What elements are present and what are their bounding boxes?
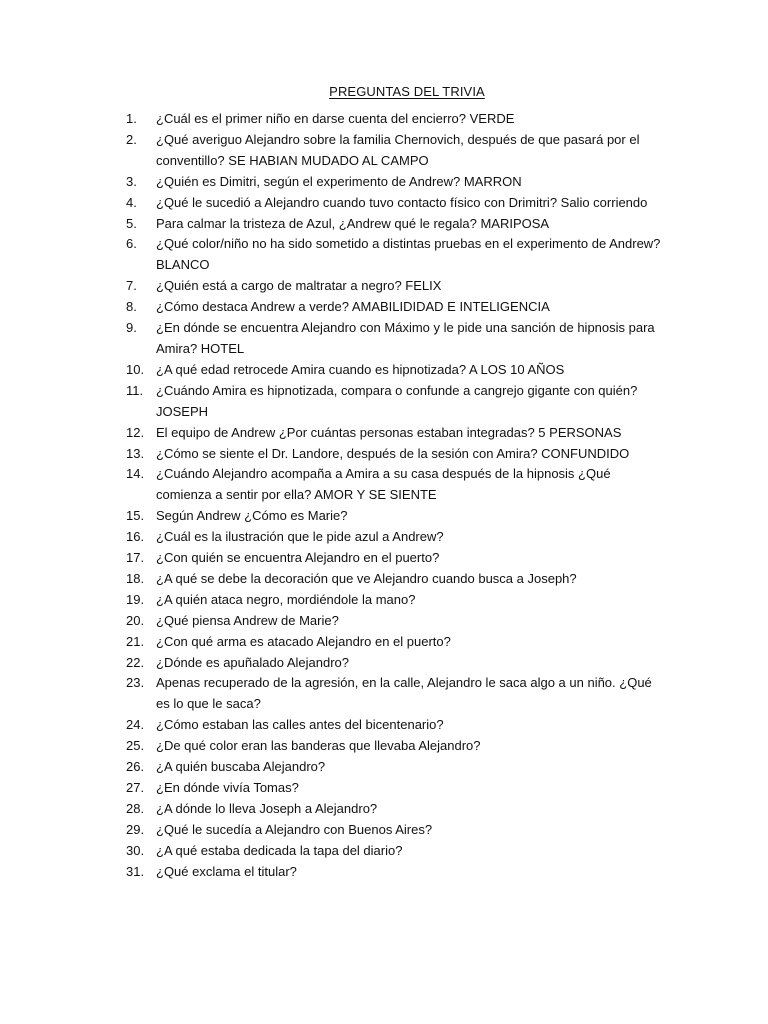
- question-number: 10.: [126, 361, 145, 377]
- question-number: 6.: [126, 236, 137, 252]
- question-text: ¿Quién es Dimitri, según el experimento de Andrew? MARRON: [156, 173, 522, 189]
- question-text: Para calmar la tristeza de Azul, ¿Andrew qué le regala? MARIPOSA: [156, 215, 550, 231]
- question-number: 20.: [126, 612, 145, 628]
- question-text: ¿En dónde vivía Tomas?: [156, 780, 299, 795]
- question-number: 15.: [126, 508, 145, 524]
- question-number: 23.: [126, 675, 145, 691]
- question-item: [126, 569, 666, 590]
- question-number: 1.: [126, 111, 137, 126]
- question-item: [126, 214, 666, 235]
- question-item: [126, 590, 666, 611]
- question-number: 7.: [126, 278, 137, 294]
- page-title: PREGUNTAS DEL TRIVIA: [329, 84, 485, 99]
- question-number: 29.: [126, 821, 145, 837]
- question-text: ¿Con quién se encuentra Alejandro en el puerto?: [156, 550, 440, 566]
- question-number: 28.: [126, 800, 145, 816]
- question-item: [126, 862, 666, 883]
- question-item: [126, 653, 666, 674]
- question-number: 30.: [126, 842, 145, 858]
- question-text: ¿A dónde lo lleva Joseph a Alejandro?: [156, 800, 378, 816]
- question-text: ¿Cuál es la ilustración que le pide azul a Andrew?: [156, 529, 444, 545]
- question-text: ¿Dónde es apuñalado Alejandro?: [156, 654, 349, 670]
- question-number: 14.: [126, 466, 145, 482]
- question-text: ¿Cuándo Alejandro acompaña a Amira a su casa después de la hipnosis ¿Qué comienza a sentir por ella? AMOR Y SE SIENTE: [156, 466, 611, 503]
- question-item: [126, 318, 666, 360]
- question-text: ¿En dónde se encuentra Alejandro con Máximo y le pide una sanción de hipnosis para Amira? HOTEL: [156, 320, 655, 356]
- question-text: ¿Qué piensa Andrew de Marie?: [156, 612, 339, 628]
- question-item: [126, 673, 666, 715]
- question-item: [126, 360, 666, 381]
- question-number: 26.: [126, 759, 145, 775]
- question-item: [126, 611, 666, 632]
- question-item: [126, 715, 666, 736]
- question-text: ¿A qué edad retrocede Amira cuando es hipnotizada? A LOS 10 AÑOS: [156, 361, 565, 377]
- question-text: ¿Con qué arma es atacado Alejandro en el puerto?: [156, 633, 451, 649]
- question-item: [126, 506, 666, 527]
- question-item: [126, 757, 666, 778]
- question-number: 22.: [126, 654, 145, 670]
- question-text: ¿A quién ataca negro, mordiéndole la mano?: [156, 591, 416, 607]
- question-number: 27.: [126, 780, 145, 795]
- question-number: 4.: [126, 194, 137, 210]
- question-item: [126, 464, 666, 506]
- question-item: [126, 234, 666, 276]
- question-item: [126, 736, 666, 757]
- question-text: ¿Cuál es el primer niño en darse cuenta del encierro? VERDE: [156, 111, 515, 126]
- question-number: 9.: [126, 320, 137, 336]
- question-item: [126, 130, 666, 172]
- question-number: 12.: [126, 424, 145, 440]
- question-item: [126, 820, 666, 841]
- question-item: [126, 276, 666, 297]
- question-text: Según Andrew ¿Cómo es Marie?: [156, 508, 348, 524]
- question-item: [126, 632, 666, 653]
- question-text: ¿Cuándo Amira es hipnotizada, compara o confunde a cangrejo gigante con quién? JOSEPH: [156, 382, 638, 419]
- question-number: 18.: [126, 570, 145, 586]
- question-text: ¿Cómo se siente el Dr. Landore, después de la sesión con Amira? CONFUNDIDO: [156, 445, 630, 461]
- question-number: 5.: [126, 215, 137, 231]
- question-text: ¿Qué color/niño no ha sido sometido a distintas pruebas en el experimento de Andrew? BLANCO: [156, 236, 661, 273]
- question-text: ¿Cómo destaca Andrew a verde? AMABILIDIDAD E INTELIGENCIA: [156, 299, 550, 315]
- question-item: [126, 381, 666, 423]
- question-text: ¿A quién buscaba Alejandro?: [156, 759, 326, 775]
- question-number: 13.: [126, 445, 145, 461]
- question-item: [126, 423, 666, 444]
- question-text: ¿Qué averiguo Alejandro sobre la familia Chernovich, después de que pasará por el conventillo? SE HABIAN MUDADO AL CAMPO: [156, 131, 640, 168]
- question-number: 19.: [126, 591, 145, 607]
- question-number: 17.: [126, 550, 145, 566]
- question-number: 21.: [126, 633, 145, 649]
- question-number: 11.: [126, 382, 144, 398]
- question-item: [126, 109, 666, 130]
- question-item: [126, 172, 666, 193]
- question-item: [126, 841, 666, 862]
- question-number: 16.: [126, 529, 145, 545]
- question-text: El equipo de Andrew ¿Por cuántas personas estaban integradas? 5 PERSONAS: [156, 424, 622, 440]
- question-number: 31.: [126, 863, 145, 879]
- question-text: ¿De qué color eran las banderas que llevaba Alejandro?: [156, 738, 481, 754]
- question-item: [126, 297, 666, 318]
- question-list: [126, 109, 666, 883]
- question-number: 2.: [126, 131, 137, 147]
- question-text: ¿A qué estaba dedicada la tapa del diario?: [156, 842, 403, 858]
- question-item: [126, 548, 666, 569]
- question-item: [126, 778, 666, 799]
- question-text: ¿Qué exclama el titular?: [156, 863, 297, 879]
- question-item: [126, 527, 666, 548]
- question-number: 24.: [126, 717, 145, 733]
- question-number: 25.: [126, 738, 145, 754]
- question-text: ¿Cómo estaban las calles antes del bicentenario?: [156, 717, 444, 733]
- question-text: ¿Quién está a cargo de maltratar a negro? FELIX: [156, 278, 442, 294]
- question-item: [126, 193, 666, 214]
- question-number: 8.: [126, 299, 137, 315]
- question-item: [126, 444, 666, 465]
- question-text: ¿A qué se debe la decoración que ve Alejandro cuando busca a Joseph?: [156, 570, 577, 586]
- question-item: [126, 799, 666, 820]
- question-text: ¿Qué le sucedió a Alejandro cuando tuvo contacto físico con Drimitri? Salio corriendo: [156, 194, 648, 210]
- question-text: ¿Qué le sucedía a Alejandro con Buenos Aires?: [156, 821, 433, 837]
- question-text: Apenas recuperado de la agresión, en la calle, Alejandro le saca algo a un niño. ¿Qué es lo que le saca?: [156, 675, 652, 712]
- question-number: 3.: [126, 173, 137, 189]
